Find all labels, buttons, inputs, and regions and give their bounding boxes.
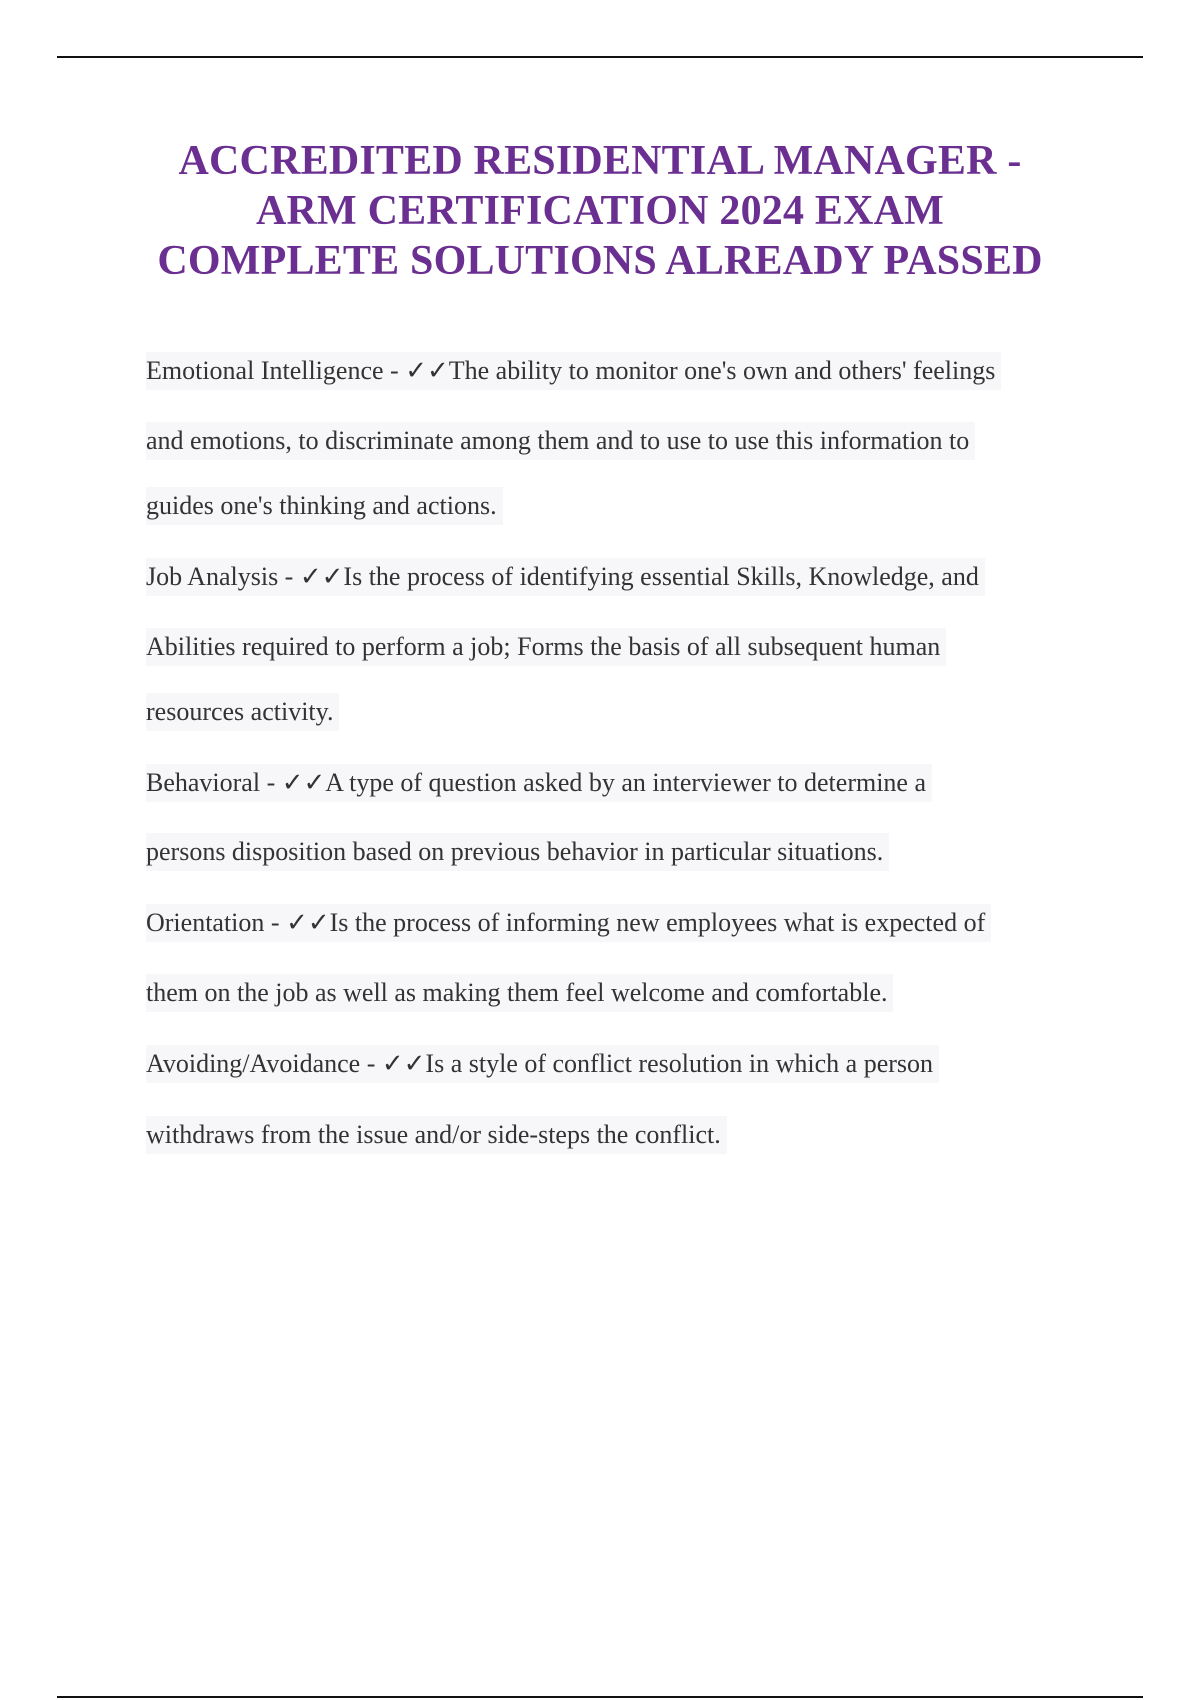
entry-line: them on the job as well as making them feel welcome and comfortable. xyxy=(146,974,893,1012)
entry-line: resources activity. xyxy=(146,693,339,731)
title-line-3: COMPLETE SOLUTIONS ALREADY PASSED xyxy=(157,238,1043,284)
entry-line: Avoiding/Avoidance - ✓✓Is a style of conflict resolution in which a person xyxy=(146,1045,939,1083)
entry-line: Abilities required to perform a job; Forms the basis of all subsequent human xyxy=(146,628,946,666)
entry-line: Job Analysis - ✓✓Is the process of identifying essential Skills, Knowledge, and xyxy=(146,558,985,596)
entry-line: Orientation - ✓✓Is the process of informing new employees what is expected of xyxy=(146,904,991,942)
entry-line: Behavioral - ✓✓A type of question asked by an interviewer to determine a xyxy=(146,764,932,802)
bottom-rule xyxy=(57,1696,1143,1698)
entry-line: Emotional Intelligence - ✓✓The ability to monitor one's own and others' feelings xyxy=(146,352,1001,390)
entry-line: guides one's thinking and actions. xyxy=(146,487,503,525)
entry-line: persons disposition based on previous behavior in particular situations. xyxy=(146,833,889,871)
title-line-2: ARM CERTIFICATION 2024 EXAM xyxy=(256,188,944,234)
title-line-1: ACCREDITED RESIDENTIAL MANAGER - xyxy=(178,138,1022,184)
entry-line: and emotions, to discriminate among them and to use to use this information to xyxy=(146,422,975,460)
entry-line: withdraws from the issue and/or side-steps the conflict. xyxy=(146,1116,727,1154)
top-rule xyxy=(57,56,1143,58)
document-title xyxy=(100,136,1100,286)
